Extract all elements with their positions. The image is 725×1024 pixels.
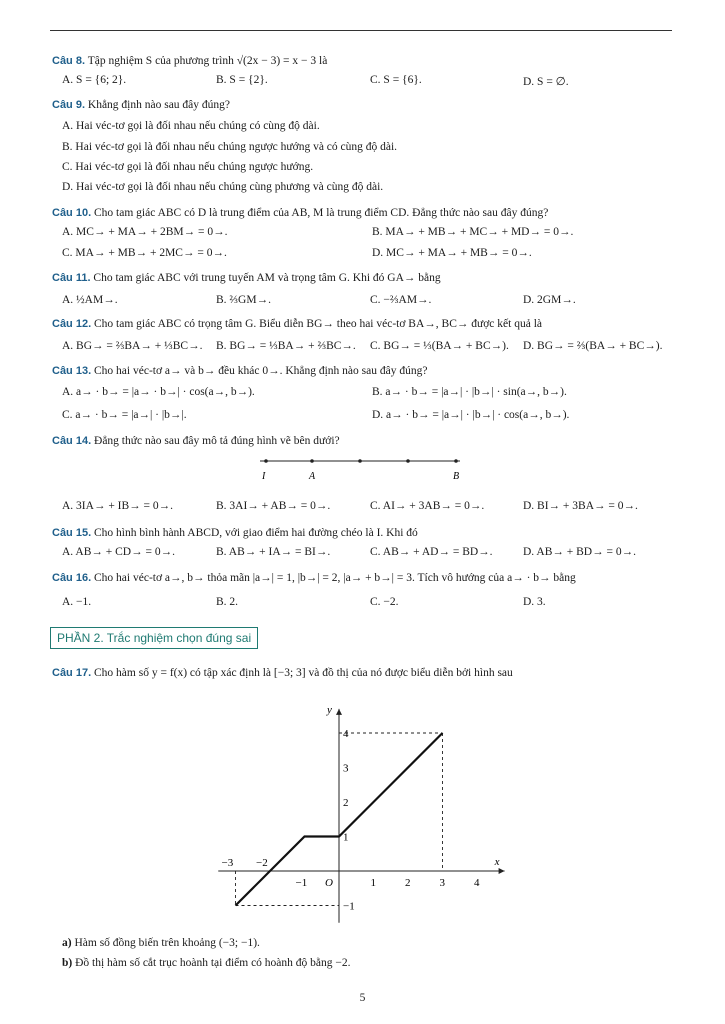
option-d[interactable]: D. 2GM→. [523,294,576,306]
x-tick-label: 2 [405,877,411,889]
x-tick-label: −2 [256,857,268,869]
x-axis-label: x [494,856,500,868]
y-tick-label: 3 [343,762,349,775]
point-a-dot [310,459,314,463]
point-i-label: I [262,471,266,482]
question-10 [52,207,548,219]
function-graph [200,688,530,923]
top-rule [50,30,672,31]
option-b[interactable]: B. 2. [216,596,239,608]
option-c[interactable]: C. Hai véc-tơ gọi là đối nhau nếu chúng ngược hướng. [62,161,314,173]
y-tick-label: 4 [343,728,349,740]
option-a[interactable]: A. MC→ + MA→ + 2BM→ = 0→. [62,226,228,238]
statement-text: Đồ thị hàm số cắt trục hoành tại điểm có hoành độ bằng −2. [75,957,351,969]
question-label: Câu 14. [52,435,92,447]
question-text: Cho tam giác ABC với trung tuyến AM và trọng tâm G. Khi đó GA→ bằng [93,272,441,284]
option-a[interactable]: A. ½AM→. [62,294,118,306]
option-b[interactable]: B. AB→ + IA→ = BI→. [216,546,331,558]
number-line-figure [250,452,470,487]
option-b[interactable]: B. S = {2}. [216,74,268,86]
statement-text: Hàm số đồng biến trên khoảng (−3; −1). [74,937,260,949]
tick-labels [222,728,481,913]
question-text: Cho tam giác ABC có trọng tâm G. Biểu diễn BG→ theo hai véc-tơ BA→, BC→ được kết quả là [94,318,542,330]
question-text: Đẳng thức nào sau đây mô tả đúng hình vẽ bên dưới? [94,435,340,447]
option-d[interactable]: D. a→ · b→ = |a→| · |b→| · cos(a→, b→). [372,409,570,421]
statement-tag: b) [62,957,73,969]
question-text: Khẳng định nào sau đây đúng? [87,99,231,111]
option-c[interactable]: C. −⅔AM→. [370,294,432,306]
point-b-label: B [453,471,460,482]
statement-b[interactable] [62,957,351,969]
question-label: Câu 13. [52,365,92,377]
x-tick-label: −3 [221,857,234,869]
option-a[interactable]: A. BG→ = ⅔BA→ + ⅓BC→. [62,340,203,352]
option-c[interactable]: C. AB→ + AD→ = BD→. [370,546,493,558]
option-c[interactable]: C. a→ · b→ = |a→| · |b→|. [62,409,187,421]
question-label: Câu 12. [52,318,92,330]
page-number: 5 [359,992,366,1004]
option-d[interactable]: D. Hai véc-tơ gọi là đối nhau nếu chúng cùng phương và cùng độ dài. [62,181,384,193]
question-text: Cho tam giác ABC có D là trung điểm của AB, M là trung điểm CD. Đẳng thức nào sau đây đúng? [94,207,549,219]
question-label: Câu 10. [52,207,92,219]
option-a[interactable]: A. Hai véc-tơ gọi là đối nhau nếu chúng có cùng độ dài. [62,120,320,132]
question-8 [52,55,327,67]
question-17 [52,667,513,679]
origin-label: O [325,877,333,889]
y-tick-label: 1 [343,831,349,844]
y-axis-label: y [327,703,332,716]
question-label: Câu 15. [52,527,92,539]
option-a[interactable]: A. a→ · b→ = |a→ · b→| · cos(a→, b→). [62,386,255,398]
point-a-label: A [309,471,316,482]
option-b[interactable]: B. BG→ = ⅓BA→ + ⅔BC→. [216,340,356,352]
x-tick-label: 4 [474,877,480,889]
option-d[interactable]: D. S = ∅. [523,76,569,88]
option-c[interactable]: C. S = {6}. [370,74,422,86]
question-11 [52,272,441,284]
option-b[interactable]: B. MA→ + MB→ + MC→ + MD→ = 0→. [372,226,574,238]
question-text: Cho hai véc-tơ a→, b→ thỏa mãn |a→| = 1, |b→| = 2, |a→ + b→| = 3. Tích vô hướng của a→ · b→ bằng [94,572,576,584]
option-b[interactable]: B. Hai véc-tơ gọi là đối nhau nếu chúng ngược hướng và có cùng độ dài. [62,141,398,153]
option-a[interactable]: A. S = {6; 2}. [62,74,127,86]
question-label: Câu 8. [52,55,86,67]
option-a[interactable]: A. −1. [62,596,92,608]
question-text: Tập nghiệm S của phương trình √(2x − 3) = x − 3 là [87,55,328,67]
question-15 [52,527,418,539]
option-d[interactable]: D. BG→ = ⅔(BA→ + BC→). [523,340,663,352]
y-tick-label: −1 [343,900,355,913]
x-tick-label: 1 [370,877,376,889]
question-label: Câu 16. [52,572,92,584]
x-tick-label: 3 [439,877,445,889]
option-d[interactable]: D. MC→ + MA→ + MB→ = 0→. [372,247,532,259]
question-text: Cho hai véc-tơ a→ và b→ đều khác 0→. Khẳng định nào sau đây đúng? [94,365,428,377]
option-c[interactable]: C. AI→ + 3AB→ = 0→. [370,500,485,512]
statement-tag: a) [62,937,72,949]
option-d[interactable]: D. BI→ + 3BA→ = 0→. [523,500,638,512]
option-b[interactable]: B. 3AI→ + AB→ = 0→. [216,500,331,512]
option-c[interactable]: C. MA→ + MB→ + 2MC→ = 0→. [62,247,227,259]
question-14 [52,435,340,447]
question-text: Cho hàm số y = f(x) có tập xác định là [−3; 3] và đồ thị của nó được biểu diễn bởi hình sau [94,667,513,679]
tick-dot [358,459,362,463]
option-c[interactable]: C. −2. [370,596,399,608]
option-a[interactable]: A. AB→ + CD→ = 0→. [62,546,175,558]
option-b[interactable]: B. a→ · b→ = |a→| · |b→| · sin(a→, b→). [372,386,567,398]
y-tick-label: 2 [343,797,349,809]
option-a[interactable]: A. 3IA→ + IB→ = 0→. [62,500,174,512]
question-12 [52,318,542,330]
question-label: Câu 11. [52,272,91,284]
question-9 [52,99,230,111]
question-label: Câu 17. [52,667,92,679]
option-d[interactable]: D. 3. [523,596,546,608]
statement-a[interactable] [62,937,260,949]
question-16 [52,572,576,584]
option-d[interactable]: D. AB→ + BD→ = 0→. [523,546,636,558]
question-label: Câu 9. [52,99,86,111]
x-tick-label: −1 [295,877,308,889]
question-13 [52,365,427,377]
point-i-dot [264,459,268,463]
tick-dot [406,459,410,463]
option-b[interactable]: B. ⅔GM→. [216,294,271,306]
question-text: Cho hình bình hành ABCD, với giao điểm hai đường chéo là I. Khi đó [94,527,418,539]
option-c[interactable]: C. BG→ = ⅓(BA→ + BC→). [370,340,509,352]
section-heading: PHẦN 2. Trắc nghiệm chọn đúng sai [50,627,258,649]
point-b-dot [454,459,458,463]
